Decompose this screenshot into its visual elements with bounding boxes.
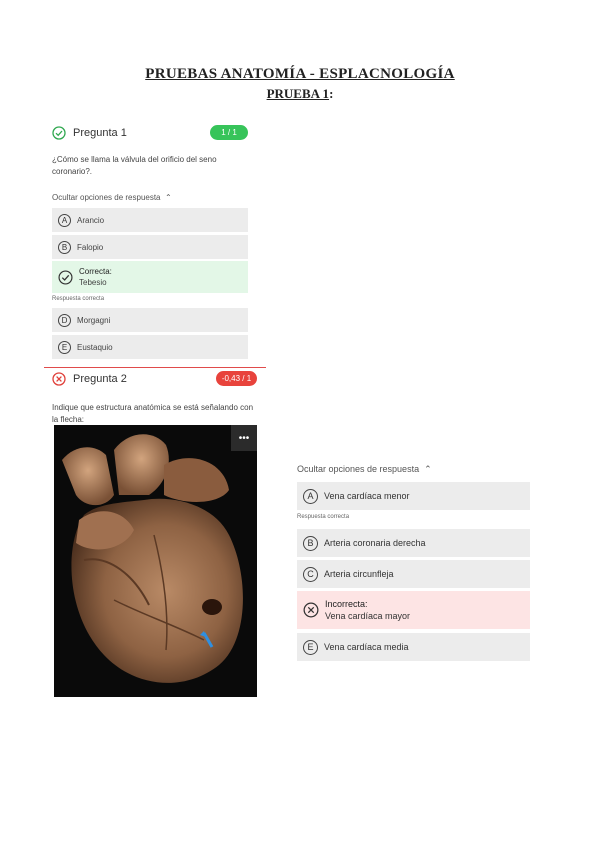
toggle-label: Ocultar opciones de respuesta bbox=[297, 464, 420, 474]
option-letter: B bbox=[58, 241, 71, 254]
x-circle-icon bbox=[52, 372, 66, 386]
check-circle-icon bbox=[52, 126, 66, 140]
option-label: Eustaquio bbox=[77, 342, 113, 352]
question-2-correct-answer-note: Respuesta correcta bbox=[297, 514, 350, 520]
question-2-option-e[interactable] bbox=[297, 633, 530, 661]
image-menu-button[interactable]: ••• bbox=[231, 425, 257, 451]
question-2-option-b[interactable] bbox=[297, 529, 530, 557]
question-1-score-badge: 1 / 1 bbox=[210, 125, 248, 140]
question-2-option-a[interactable] bbox=[297, 482, 530, 510]
option-letter: A bbox=[58, 214, 71, 227]
x-circle-icon bbox=[303, 602, 319, 618]
question-1-hide-options-toggle[interactable] bbox=[52, 193, 172, 202]
question-2-top-divider bbox=[44, 367, 266, 368]
option-label: Vena cardíaca menor bbox=[324, 491, 410, 501]
question-1-correct-answer-note: Respuesta correcta bbox=[52, 296, 105, 302]
option-label: Vena cardíaca media bbox=[324, 642, 409, 652]
question-1-option-b[interactable] bbox=[52, 235, 248, 259]
option-letter: D bbox=[58, 314, 71, 327]
option-letter: E bbox=[303, 640, 318, 655]
question-2-option-d-incorrect[interactable] bbox=[297, 591, 530, 629]
toggle-label: Ocultar opciones de respuesta bbox=[52, 193, 161, 202]
question-1-option-a[interactable] bbox=[52, 208, 248, 232]
option-label: Arteria circunfleja bbox=[324, 569, 394, 579]
question-2-score-badge: -0,43 / 1 bbox=[216, 371, 257, 386]
question-1-option-e[interactable] bbox=[52, 335, 248, 359]
option-letter: E bbox=[58, 341, 71, 354]
option-label: Morgagni bbox=[77, 315, 111, 325]
question-2-header bbox=[52, 372, 127, 386]
option-label: Arteria coronaria derecha bbox=[324, 538, 426, 548]
option-label: Falopio bbox=[77, 242, 104, 252]
chevron-up-icon: ⌃ bbox=[162, 193, 172, 202]
question-1-option-d[interactable] bbox=[52, 308, 248, 332]
document-title: PRUEBAS ANATOMÍA - ESPLACNOLOGÍA bbox=[145, 66, 455, 82]
chevron-up-icon: ⌃ bbox=[421, 464, 432, 474]
subtitle-colon: : bbox=[329, 86, 334, 101]
question-1-label: Pregunta 1 bbox=[73, 127, 127, 139]
option-label: Arancio bbox=[77, 215, 105, 225]
option-label: Vena cardíaca mayor bbox=[325, 611, 411, 621]
subtitle-text: PRUEBA 1 bbox=[266, 86, 330, 101]
question-1-option-c-correct[interactable] bbox=[52, 261, 248, 293]
heart-specimen-image bbox=[54, 425, 257, 697]
option-letter: B bbox=[303, 536, 318, 551]
option-status: Incorrecta: bbox=[325, 599, 368, 609]
document-subtitle bbox=[0, 86, 600, 102]
option-label: Tebesio bbox=[79, 278, 107, 287]
question-2-option-c[interactable] bbox=[297, 560, 530, 588]
heart-illustration bbox=[54, 425, 257, 697]
option-status: Correcta: bbox=[79, 267, 112, 276]
option-letter: A bbox=[303, 489, 318, 504]
question-1-text: ¿Cómo se llama la válvula del orificio del seno coronario?. bbox=[52, 155, 217, 176]
check-circle-icon bbox=[58, 270, 73, 285]
question-2-text: Indique que estructura anatómica se está señalando con la flecha: bbox=[52, 403, 254, 424]
question-2-hide-options-toggle[interactable] bbox=[297, 464, 432, 475]
option-letter: C bbox=[303, 567, 318, 582]
question-1-header bbox=[52, 126, 127, 140]
question-2-label: Pregunta 2 bbox=[73, 373, 127, 385]
